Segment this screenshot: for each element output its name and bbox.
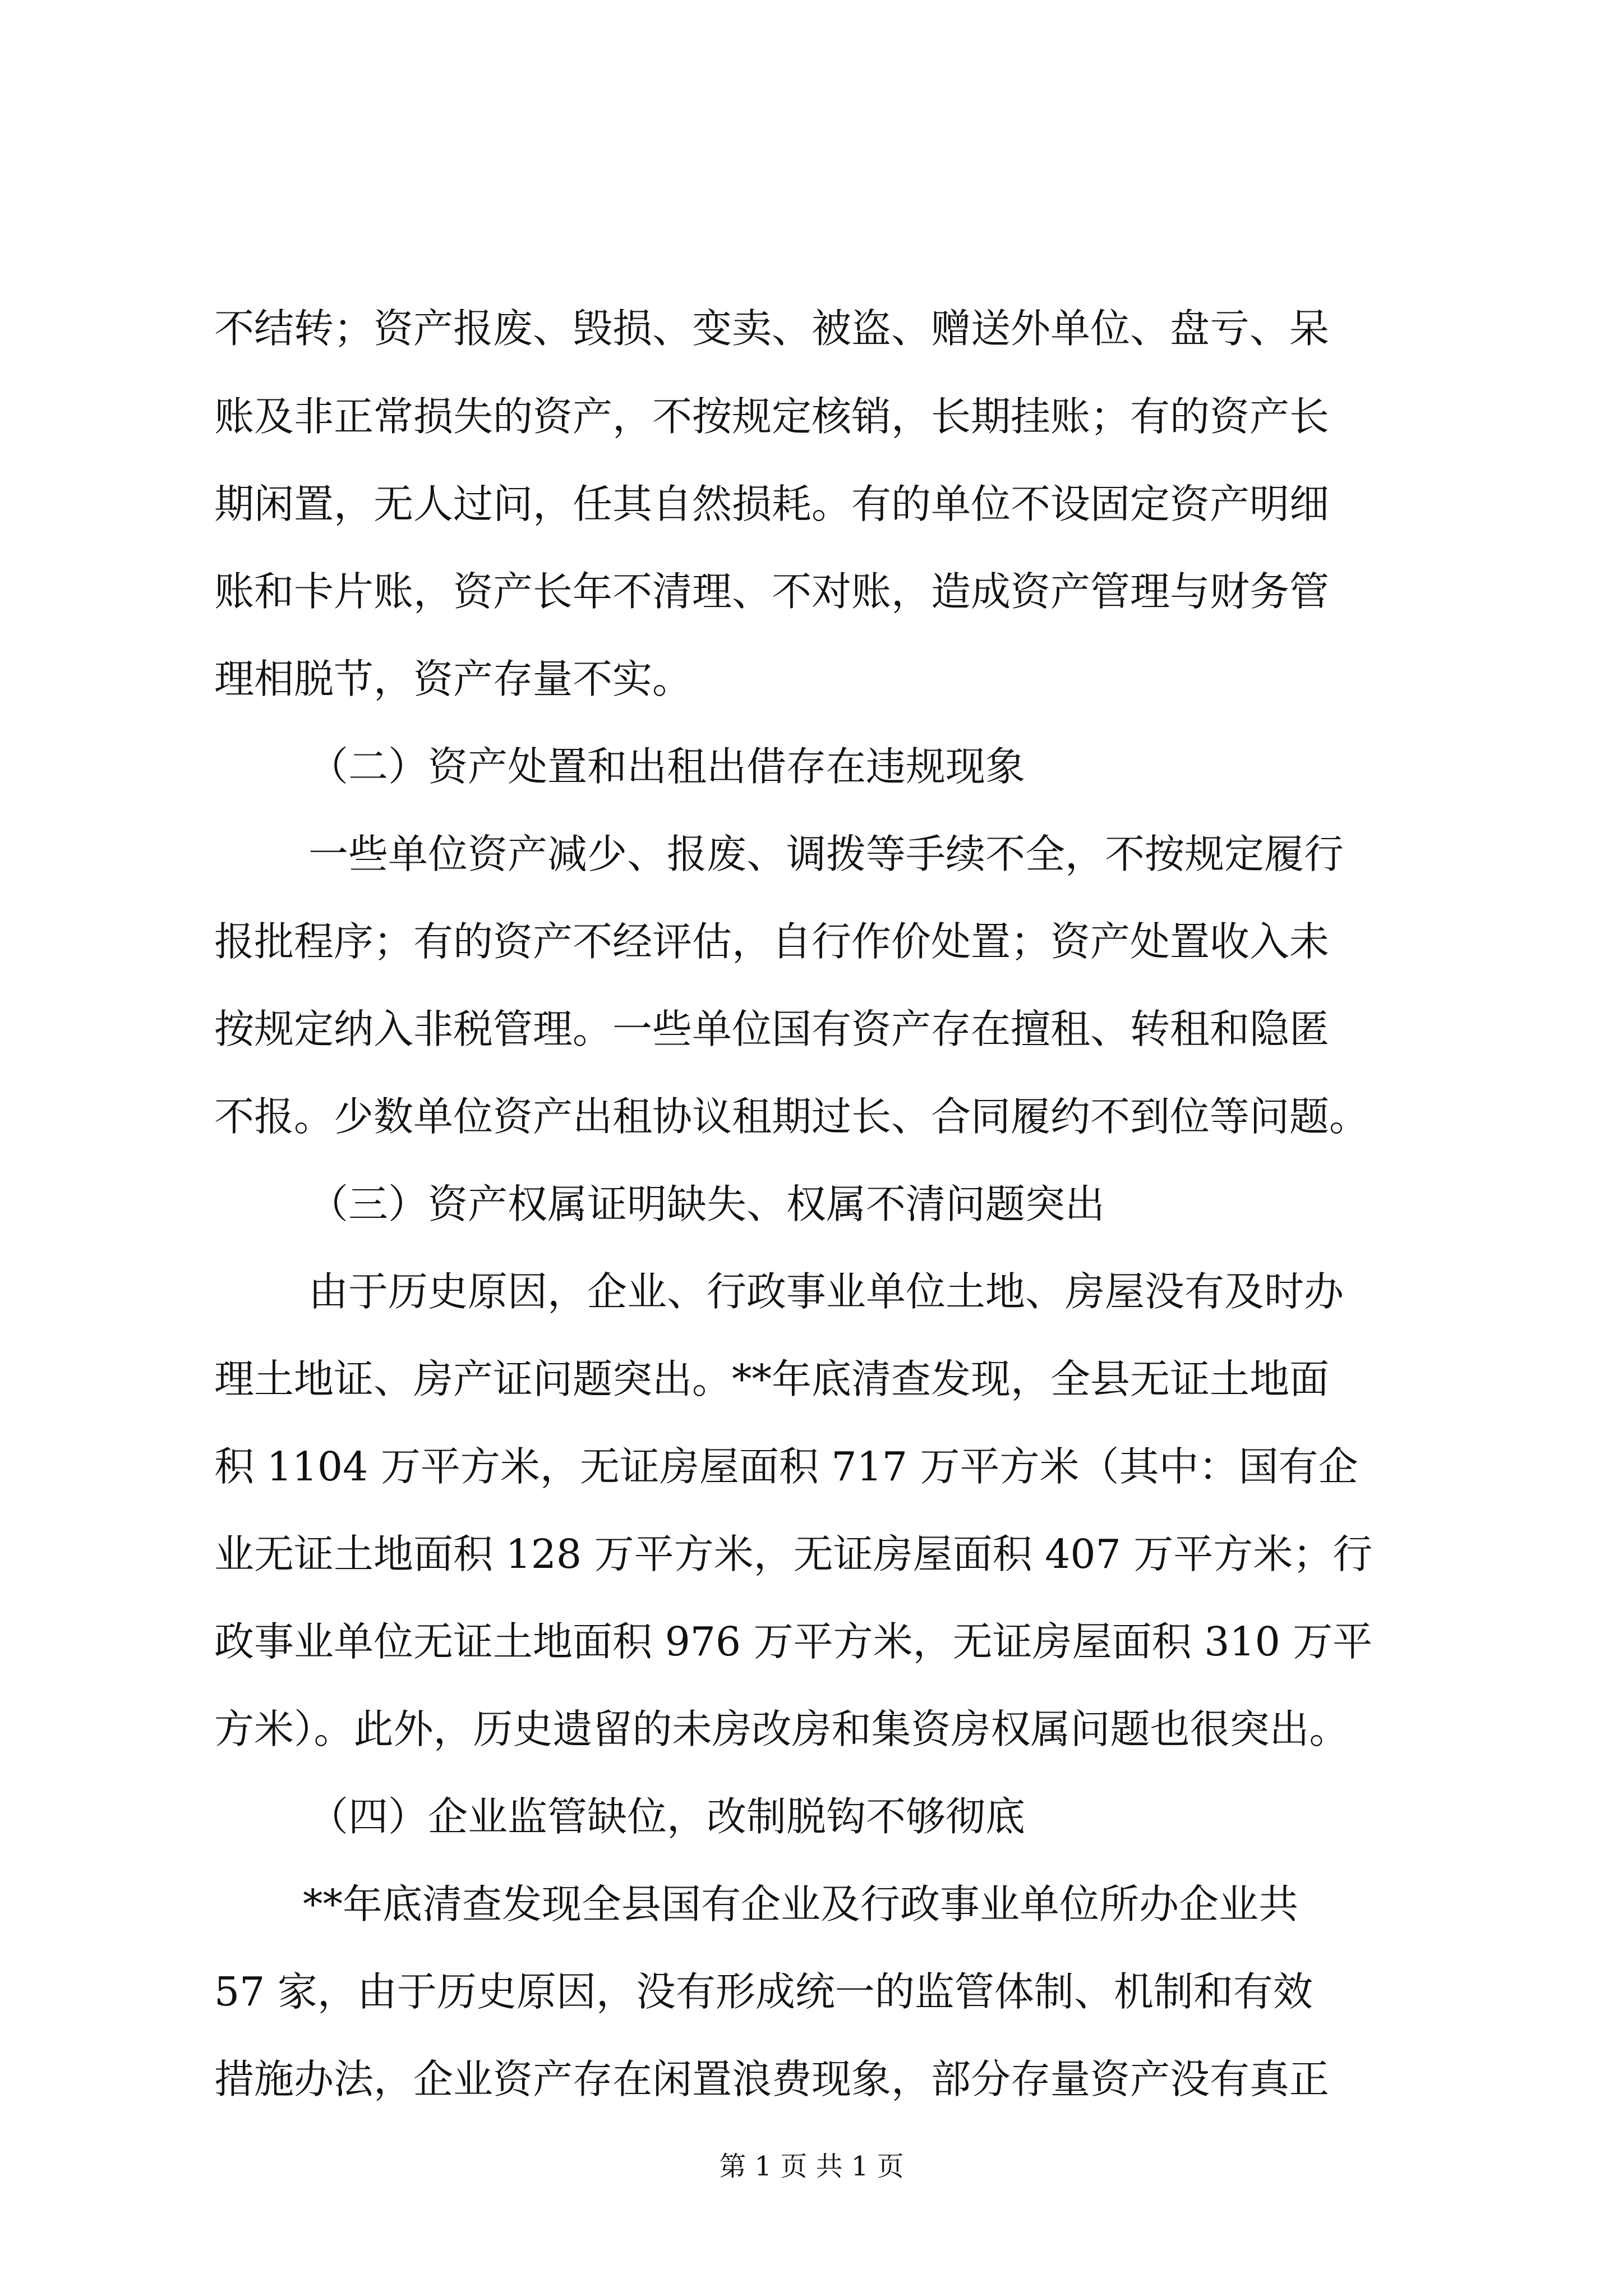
body-line: 一些单位资产减少、报废、调拨等手续不全，不按规定履行: [308, 831, 1344, 877]
page-footer: 第 1 页 共 1 页: [719, 2151, 904, 2182]
body-line: 由于历史原因，企业、行政事业单位土地、房屋没有及时办: [308, 1268, 1344, 1315]
body-line: 政事业单位无证土地面积 976 万平方米，无证房屋面积 310 万平: [214, 1618, 1373, 1665]
body-line: 按规定纳入非税管理。一些单位国有资产存在擅租、转租和隐匿: [214, 1006, 1330, 1052]
body-line: 不结转；资产报废、毁损、变卖、被盗、赠送外单位、盘亏、呆: [214, 305, 1330, 352]
body-line: 报批程序；有的资产不经评估，自行作价处置；资产处置收入未: [214, 918, 1330, 965]
section-heading: （三）资产权属证明缺失、权属不清问题突出: [308, 1181, 1105, 1227]
body-line: 措施办法，企业资产存在闲置浪费现象，部分存量资产没有真正: [214, 2056, 1330, 2102]
body-line: 理土地证、房产证问题突出。**年底清查发现，全县无证土地面: [214, 1356, 1330, 1402]
body-line: 期闲置，无人过问，任其自然损耗。有的单位不设固定资产明细: [214, 481, 1330, 527]
body-line: 账和卡片账，资产长年不清理、不对账，造成资产管理与财务管: [214, 568, 1330, 615]
body-line: 57 家，由于历史原因，没有形成统一的监管体制、机制和有效: [214, 1968, 1313, 2015]
body-line: **年底清查发现全县国有企业及行政事业单位所办企业共: [303, 1881, 1299, 1927]
section-heading: （二）资产处置和出租出借存在违规现象: [308, 743, 1026, 790]
body-line: 账及非正常损失的资产，不按规定核销，长期挂账；有的资产长: [214, 393, 1330, 440]
body-line: 不报。少数单位资产出租协议租期过长、合同履约不到位等问题。: [214, 1093, 1370, 1140]
body-line: 方米）。此外，历史遗留的未房改房和集资房权属问题也很突出。: [214, 1706, 1349, 1752]
body-line: 理相脱节，资产存量不实。: [214, 656, 693, 702]
body-line: 业无证土地面积 128 万平方米，无证房屋面积 407 万平方米；行: [214, 1531, 1373, 1577]
body-line: 积 1104 万平方米，无证房屋面积 717 万平方米（其中：国有企: [214, 1443, 1358, 1490]
section-heading: （四）企业监管缺位，改制脱钩不够彻底: [308, 1793, 1026, 1840]
